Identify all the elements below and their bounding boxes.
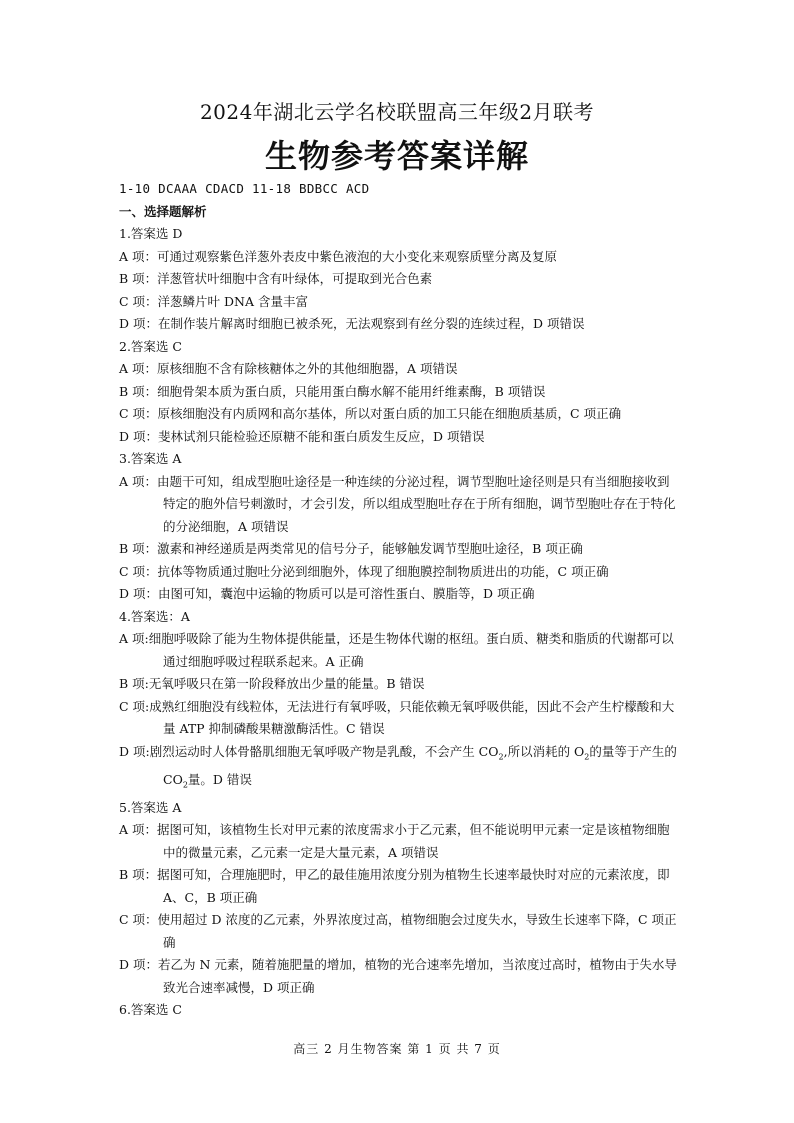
q2-answer: 2.答案选 C <box>119 338 182 354</box>
q5-option-d: D 项：若乙为 N 元素，随着施肥量的增加，植物的光合速率先增加，当浓度过高时，植物由于失水导致光合速率减慢，D 项正确 <box>119 957 677 995</box>
q1-option-a: A 项：可通过观察紫色洋葱外表皮中紫色液泡的大小变化来观察质壁分离及复原 <box>119 248 558 264</box>
q4-d-sub3: 2 <box>182 780 188 789</box>
q2-option-b: B 项：细胞骨架本质为蛋白质，只能用蛋白酶水解不能用纤维素酶，B 项错误 <box>119 383 546 399</box>
q5-option-b: B 项：据图可知，合理施肥时，甲乙的最佳施用浓度分别为植物生长速率最快时对应的元素浓度，即 A、C，B 项正确 <box>119 867 670 905</box>
exam-title: 2024年湖北云学名校联盟高三年级2月联考 <box>199 100 595 124</box>
q2-option-c: C 项：原核细胞没有内质网和高尔基体，所以对蛋白质的加工只能在细胞质基质，C 项正确 <box>119 406 622 421</box>
answer-summary: 1-10 DCAAA CDACD 11-18 BDBCC ACD <box>119 181 370 196</box>
q4-option-a: A 项:细胞呼吸除了能为生物体提供能量，还是生物体代谢的枢纽。蛋白质、糖类和脂质的代谢都可以通过细胞呼吸过程联系起来。A 正确 <box>119 631 674 669</box>
q4-d-pre: D 项:剧烈运动时人体骨骼肌细胞无氧呼吸产物是乳酸，不会产生 CO <box>119 743 499 759</box>
q1-answer: 1.答案选 D <box>119 226 183 241</box>
q5-option-a: A 项：据图可知，该植物生长对甲元素的浓度需求小于乙元素，但不能说明甲元素一定是该植物细胞中的微量元素，乙元素一定是大量元素，A 项错误 <box>119 822 670 860</box>
q2-option-d: D 项：斐林试剂只能检验还原糖不能和蛋白质发生反应，D 项错误 <box>119 428 485 444</box>
q1-option-b: B 项：洋葱管状叶细胞中含有叶绿体，可提取到光合色素 <box>119 271 433 286</box>
q5-answer: 5.答案选 A <box>119 799 182 815</box>
page-footer: 高三 2 月生物答案 第 1 页 共 7 页 <box>293 1042 501 1056</box>
q4-d-end: 量。D 错误 <box>187 771 252 787</box>
q4-d-sub1: 2 <box>498 752 504 761</box>
section-heading: 一、选择题解析 <box>119 203 207 219</box>
q3-option-d: D 项：由图可知，囊泡中运输的物质可以是可溶性蛋白、膜脂等，D 项正确 <box>119 586 535 601</box>
q3-option-b: B 项：激素和神经递质是两类常见的信号分子，能够触发调节型胞吐途径，B 项正确 <box>119 541 583 556</box>
q6-answer: 6.答案选 C <box>119 1002 182 1017</box>
q1-option-d: D 项：在制作装片解离时细胞已被杀死，无法观察到有丝分裂的连续过程，D 项错误 <box>119 316 585 331</box>
q3-option-a: A 项：由题干可知，组成型胞吐途径是一种连续的分泌过程，调节型胞吐途径则是只有当细胞接收到特定的胞外信号刺激时，才会引发，所以组成型胞吐存在于所有细胞，调节型胞吐存在于特化的分泌细胞，A 项错误 <box>119 473 676 534</box>
q4-d-sub2: 2 <box>584 752 590 761</box>
q4-answer: 4.答案选：A <box>119 608 190 624</box>
q5-option-c: C 项：使用超过 D 浓度的乙元素，外界浓度过高，植物细胞会过度失水，导致生长速率下降，C 项正确 <box>119 912 677 950</box>
answer-content <box>119 178 679 1022</box>
q4-option-d <box>119 741 679 797</box>
q2-option-a: A 项：原核细胞不含有除核糖体之外的其他细胞器，A 项错误 <box>119 361 458 376</box>
document-title: 生物参考答案详解 <box>264 137 529 175</box>
q4-d-mid: ,所以消耗的 O <box>503 743 585 759</box>
q3-answer: 3.答案选 A <box>119 451 182 466</box>
q4-option-c: C 项:成熟红细胞没有线粒体，无法进行有氧呼吸，只能依赖无氧呼吸供能，因此不会产生柠檬酸和大量 ATP 抑制磷酸果糖激酶活性。C 错误 <box>119 698 675 736</box>
q1-option-c: C 项：洋葱鳞片叶 DNA 含量丰富 <box>119 293 308 309</box>
q4-option-b: B 项:无氧呼吸只在第一阶段释放出少量的能量。B 错误 <box>119 676 425 691</box>
q4-d-mid2: 的量等于产生的 CO <box>163 743 677 787</box>
q3-option-c: C 项：抗体等物质通过胞吐分泌到细胞外，体现了细胞膜控制物质进出的功能，C 项正确 <box>119 563 609 579</box>
